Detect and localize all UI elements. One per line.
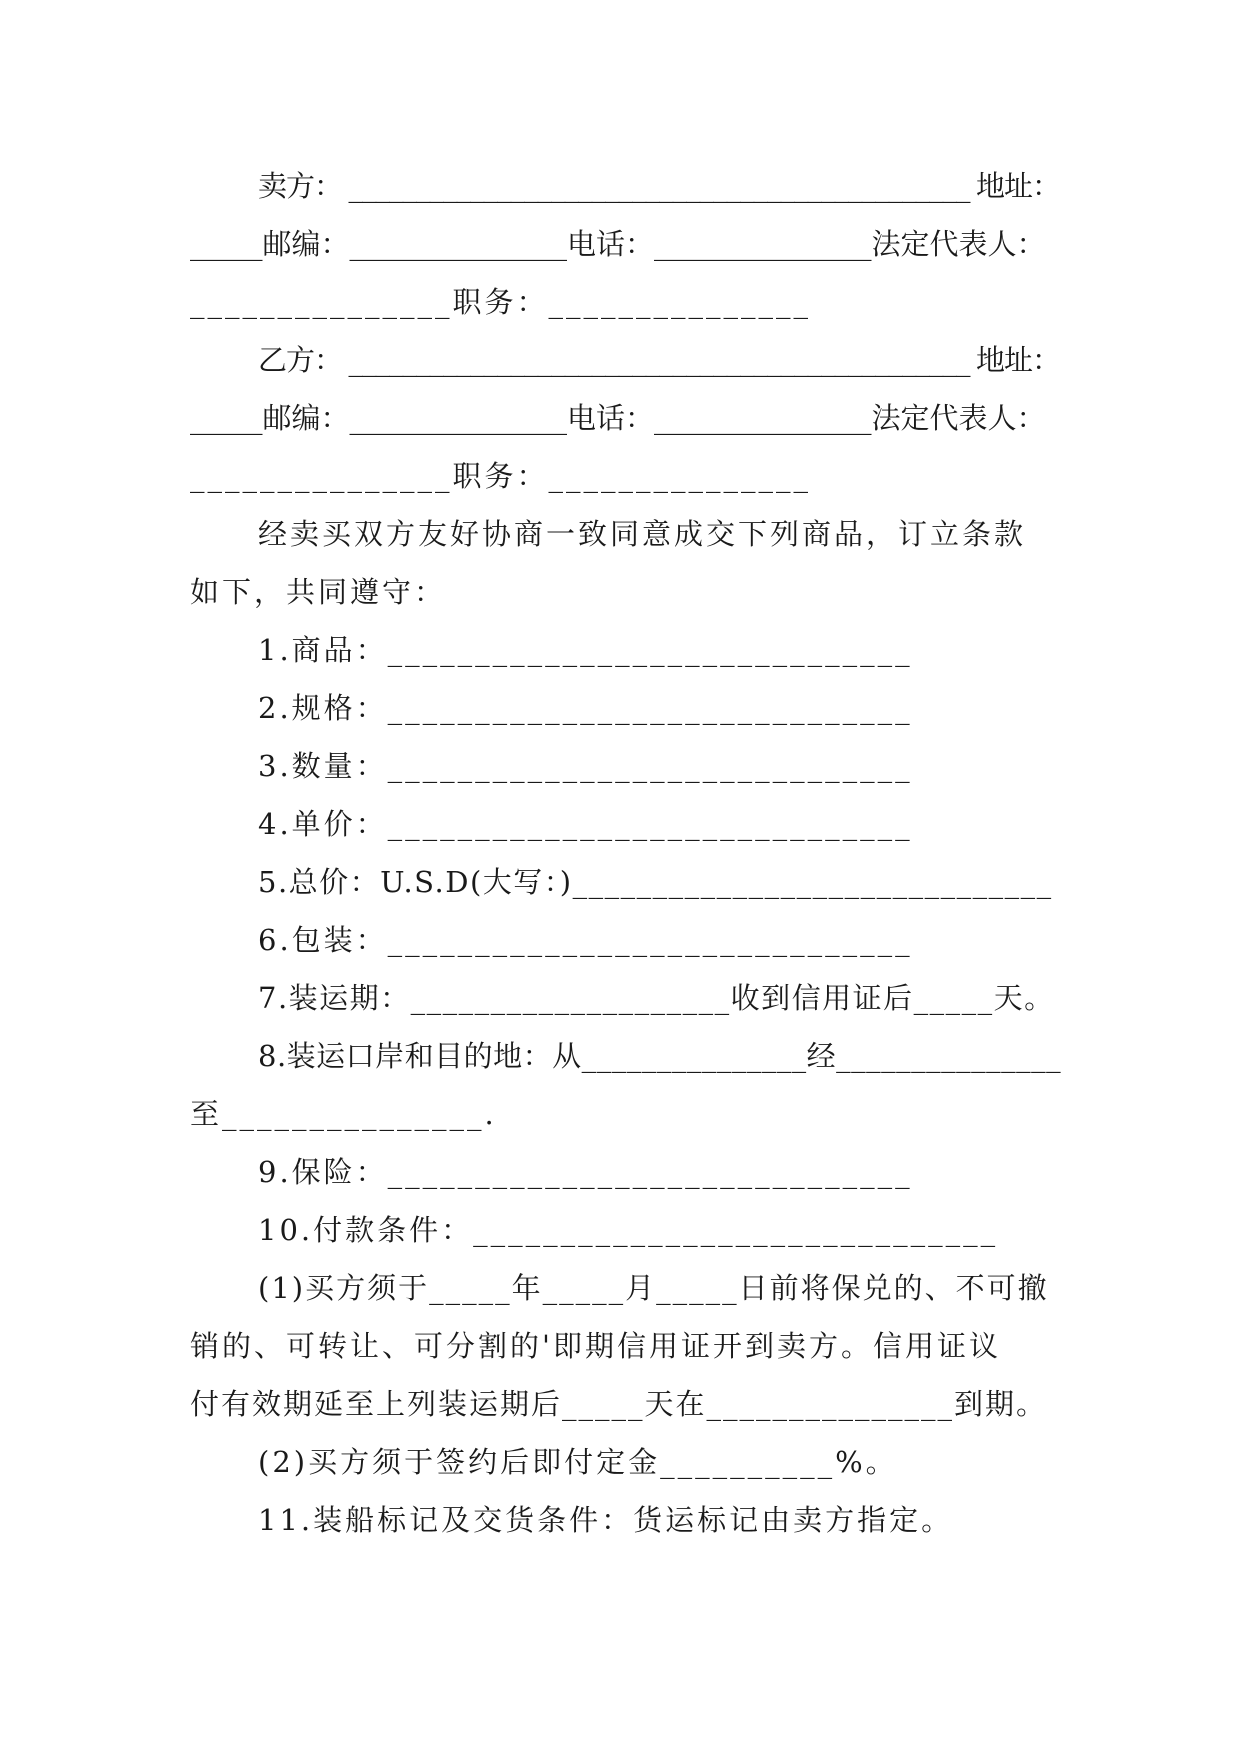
seller-line — [190, 157, 1060, 215]
clause-payment-1-line-2: 销的、可转让、可分割的'即期信用证开到卖方。信用证议 — [190, 1329, 1001, 1363]
seller-label: 卖方： — [258, 169, 343, 203]
clause-payment-1-line-3: 付有效期延至上列装运期后_____天在_______________到期。 — [190, 1387, 1048, 1421]
buyer-line — [190, 331, 1060, 389]
buyer-label: 乙方： — [258, 343, 343, 377]
buyer-position-line: _______________职务：_______________ — [190, 459, 812, 493]
clause-ports-line-1: 8.装运口岸和目的地：从_______________经_______________ — [258, 1039, 1062, 1073]
clause-shipment-period: 7.装运期：____________________收到信用证后_____天。 — [258, 981, 1055, 1015]
intro-line-2: 如下，共同遵守： — [190, 575, 447, 609]
clause-ports-line-2: 至_______________. — [190, 1097, 497, 1131]
clause-payment-1-line-1: (1)买方须于_____年_____月_____日前将保兑的、不可撤 — [258, 1271, 1049, 1305]
seller-address-label: 地址： — [975, 169, 1060, 203]
clause-goods: 1.商品：______________________________ — [258, 633, 913, 667]
buyer-name-blank: ______________________________________________ — [348, 343, 970, 377]
clause-shipping-marks: 11.装船标记及交货条件：货运标记由卖方指定。 — [258, 1503, 954, 1537]
clause-quantity: 3.数量：______________________________ — [258, 749, 913, 783]
intro-line-1: 经卖买双方友好协商一致同意成交下列商品，订立条款 — [258, 517, 1027, 551]
buyer-address-label: 地址： — [975, 343, 1060, 377]
clause-insurance: 9.保险：______________________________ — [258, 1155, 913, 1189]
clause-payment-terms: 10.付款条件：______________________________ — [258, 1213, 999, 1247]
clause-unit-price: 4.单价：______________________________ — [258, 807, 913, 841]
clause-specification: 2.规格：______________________________ — [258, 691, 913, 725]
clause-total-price: 5.总价：U.S.D(大写：)______________________________ — [258, 865, 1053, 899]
contract-page — [190, 157, 1060, 1549]
buyer-contact-line: _____邮编：_______________电话：_______________法定代表人： — [190, 401, 1046, 435]
clause-payment-2: (2)买方须于签约后即付定金__________%。 — [258, 1445, 898, 1479]
seller-contact-line: _____邮编：_______________电话：_______________法定代表人： — [190, 227, 1046, 261]
seller-name-blank: ______________________________________________ — [348, 169, 970, 203]
seller-position-line: _______________职务：_______________ — [190, 285, 812, 319]
clause-packing: 6.包装：______________________________ — [258, 923, 913, 957]
